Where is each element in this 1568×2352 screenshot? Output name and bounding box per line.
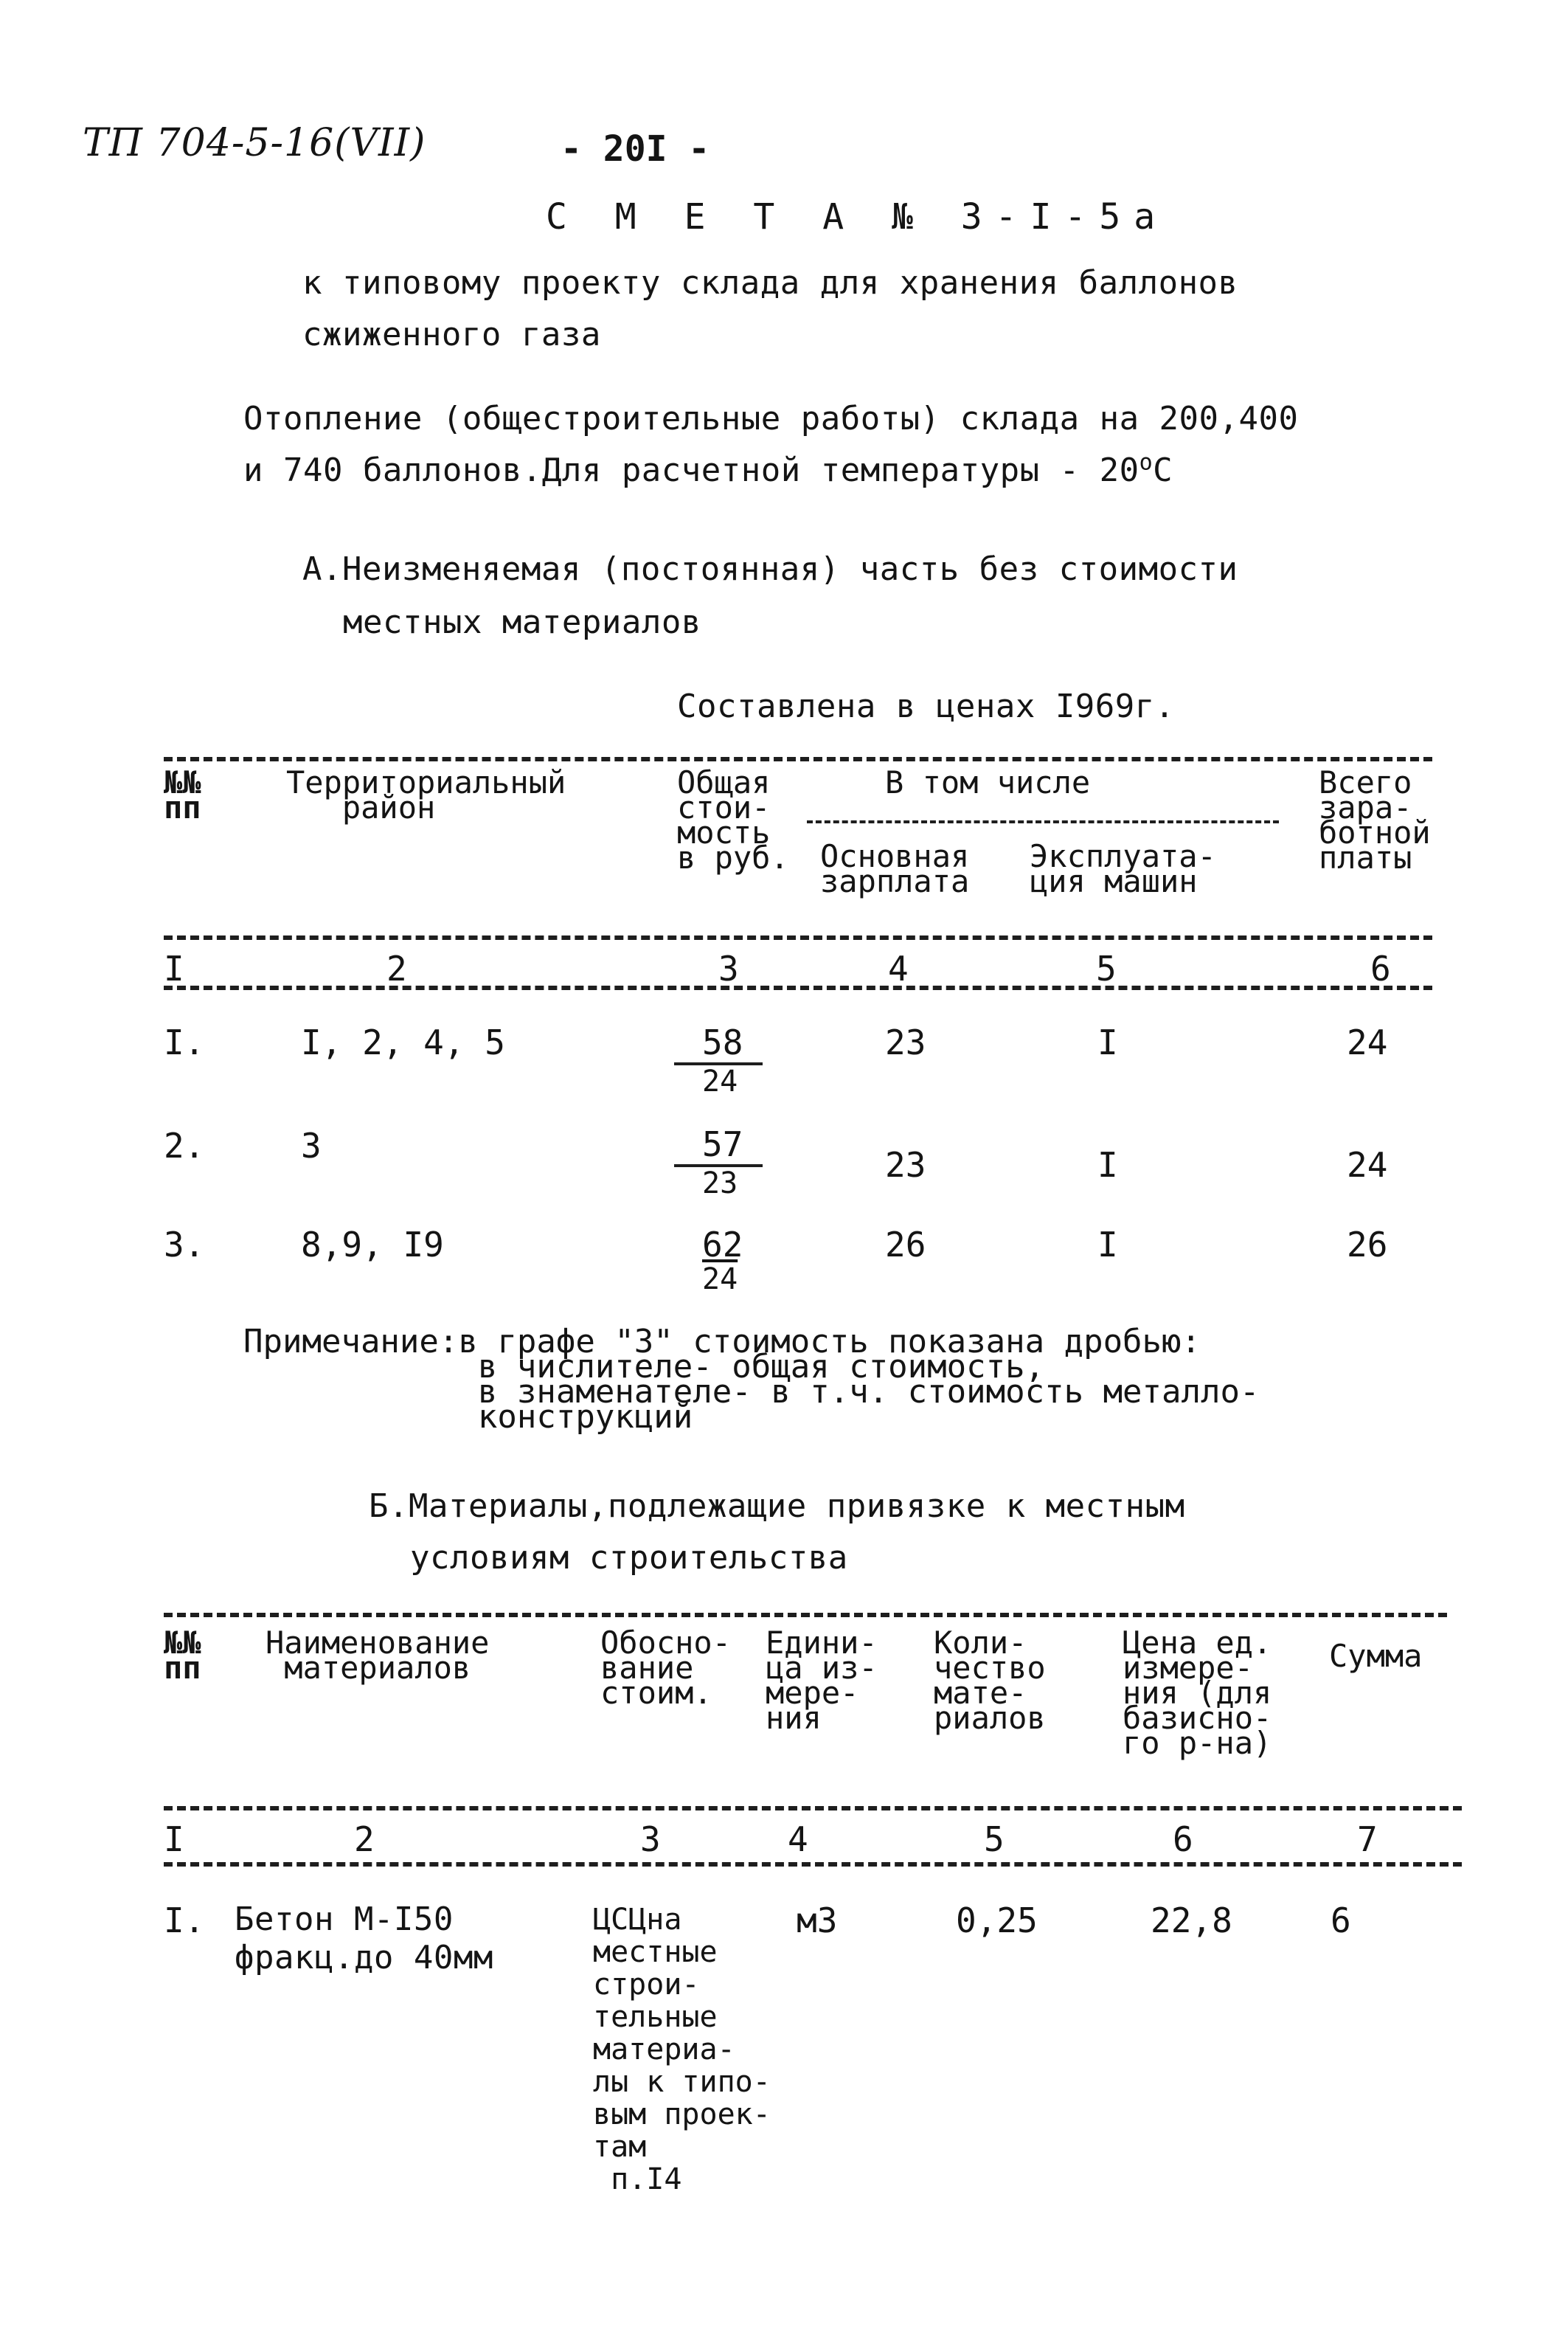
table-a-group-rule (807, 820, 1279, 823)
row-wages: 24 (1347, 1023, 1388, 1062)
row-total-numerator: 62 (702, 1225, 743, 1265)
row-machines: I (1097, 1145, 1118, 1185)
table-a-header-machines: Эксплуата- ция машин (1030, 838, 1216, 899)
row-basis: ЦСЦна местные строи- тельные материа- лы к типо- вым проек- там п.I4 (593, 1903, 771, 2196)
row-machines: I (1097, 1225, 1118, 1265)
row-region: 8,9, I9 (301, 1225, 444, 1265)
row-total-numerator: 57 (702, 1124, 743, 1164)
row-machines: I (1097, 1023, 1118, 1062)
section-b-line-1: Б.Материалы,подлежащие привязке к местным (369, 1487, 1185, 1525)
row-material-name: Бетон М-I50 фракц.до 40мм (235, 1900, 493, 1976)
table-b-header-sum: Сумма (1329, 1638, 1423, 1674)
table-b-header-basis: Обосно- вание стоим. (600, 1625, 732, 1711)
section-a-line-2: местных материалов (343, 603, 701, 641)
table-a-colnum-5: 5 (1096, 949, 1117, 989)
table-a-colnum-6: 6 (1370, 949, 1391, 989)
table-b-colnum-7: 7 (1357, 1819, 1378, 1859)
table-a-header-region: Территориальный район (286, 764, 566, 826)
row-number: 2. (164, 1126, 205, 1166)
row-wages: 26 (1347, 1225, 1388, 1265)
row-salary: 23 (885, 1023, 926, 1062)
row-number: I. (164, 1900, 205, 1940)
table-a-colnum-2: 2 (386, 949, 407, 989)
row-region: I, 2, 4, 5 (301, 1023, 505, 1062)
row-total-denominator: 24 (702, 1065, 738, 1099)
estimate-title: С М Е Т А № 3-I-5а (546, 196, 1169, 238)
prices-note: Составлена в ценах I969г. (677, 688, 1175, 725)
row-wages: 24 (1347, 1145, 1388, 1185)
table-a-header-rule (164, 935, 1432, 940)
row-unit: м3 (797, 1900, 838, 1940)
row-salary: 26 (885, 1225, 926, 1265)
table-b-colnum-rule (164, 1862, 1462, 1867)
table-b-colnum-4: 4 (788, 1819, 808, 1859)
table-b-header-price: Цена ед. измере- ния (для базисно- го р-на) (1123, 1625, 1272, 1761)
row-sum: 6 (1331, 1900, 1351, 1940)
row-region: 3 (301, 1126, 322, 1166)
table-a-top-rule (164, 757, 1432, 761)
row-number: 3. (164, 1225, 205, 1265)
section-b-line-2: условиям строительства (410, 1539, 848, 1577)
table-a-header-num: №№ пп (164, 764, 201, 826)
table-b-header-unit: Едини- ца из- мере- ния (766, 1625, 878, 1736)
table-b-top-rule (164, 1613, 1447, 1617)
table-b-colnum-3: 3 (640, 1819, 661, 1859)
row-unit-price: 22,8 (1151, 1900, 1232, 1940)
table-a-header-salary: Основная зарплата (820, 838, 970, 899)
table-a-header-total: Общая стои- мость в руб. (677, 764, 789, 876)
table-b-colnum-2: 2 (354, 1819, 375, 1859)
section-a-line-1: А.Неизменяемая (постоянная) часть без стоимости (302, 550, 1238, 588)
table-b-colnum-6: 6 (1173, 1819, 1193, 1859)
table-a-note: Примечание:в графе "3" стоимость показана дробью: в числителе- общая стоимость, в знаменателе- в т.ч. стоимость металло- конструкций (243, 1323, 1260, 1436)
table-b-header-num: №№ пп (164, 1625, 201, 1686)
row-salary: 23 (885, 1145, 926, 1185)
table-a-header-wages: Всего зара- ботной платы (1319, 764, 1431, 876)
row-total-denominator: 23 (702, 1166, 738, 1200)
table-a-colnum-3: 3 (718, 949, 739, 989)
project-stamp: ТП 704-5-16(VII) (83, 121, 426, 165)
subtitle-line-2: сжиженного газа (302, 316, 601, 353)
row-total-denominator: 24 (702, 1262, 738, 1296)
row-quantity: 0,25 (956, 1900, 1038, 1940)
table-a-colnum-1: I (164, 949, 184, 989)
table-b-header-name: Наименование материалов (266, 1625, 490, 1686)
table-a-header-group: В том числе (885, 764, 1091, 800)
page-number: - 20I - (561, 128, 710, 170)
heating-line-2: и 740 баллонов.Для расчетной температуры - $20^оС$ (243, 449, 1173, 489)
subtitle-line-1: к типовому проекту склада для хранения баллонов (302, 264, 1238, 302)
table-b-header-rule (164, 1806, 1462, 1810)
table-a-colnum-rule (164, 986, 1432, 990)
table-a-colnum-4: 4 (888, 949, 909, 989)
table-b-colnum-5: 5 (984, 1819, 1005, 1859)
row-number: I. (164, 1023, 205, 1062)
row-total-numerator: 58 (702, 1023, 743, 1062)
table-b-colnum-1: I (164, 1819, 184, 1859)
heating-line-1: Отопление (общестроительные работы) склада на 200,400 (243, 400, 1299, 437)
table-b-header-qty: Коли- чество мате- риалов (934, 1625, 1046, 1736)
